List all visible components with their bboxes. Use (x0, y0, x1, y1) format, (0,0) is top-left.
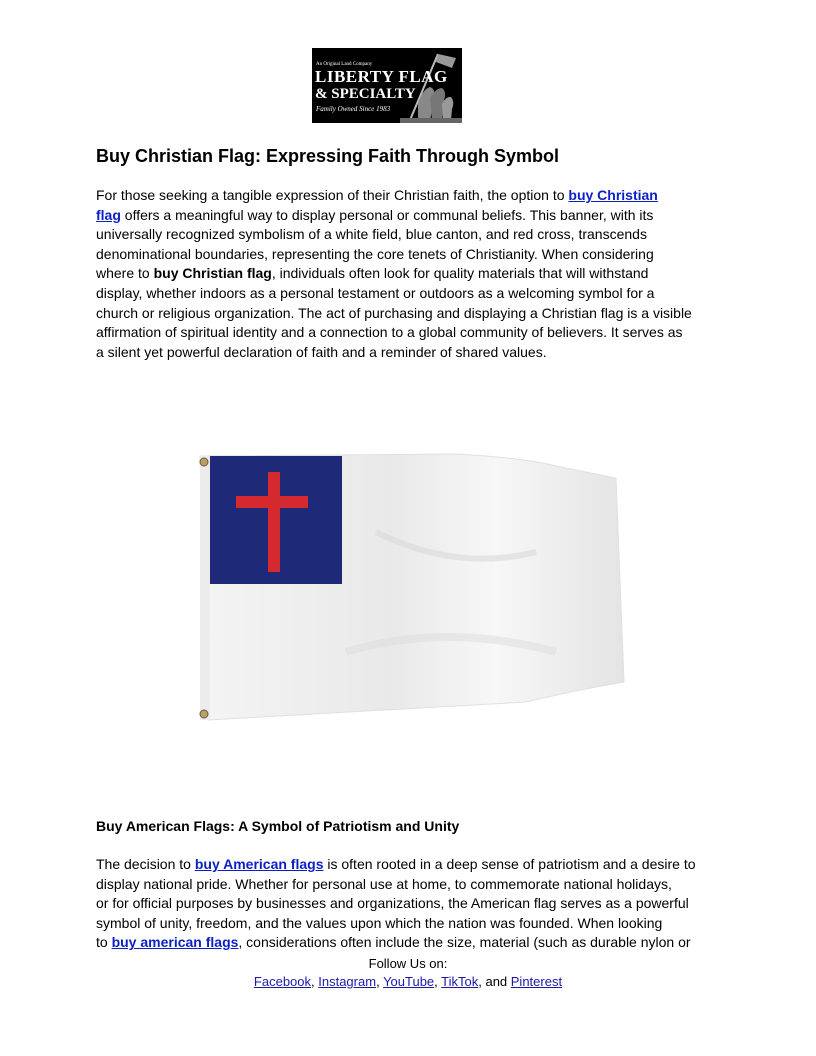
text: to (96, 934, 112, 951)
facebook-link[interactable]: Facebook (253, 974, 312, 989)
grommet-icon (200, 458, 208, 466)
pinterest-link[interactable]: Pinterest (510, 974, 563, 989)
text: where to (96, 265, 154, 282)
text: , individuals often look for quality materials that will withstand (271, 265, 649, 282)
text-line: symbol of unity, freedom, and the values upon which the nation was founded. When looking (96, 914, 663, 931)
logo-tagline: An Original Land Company (316, 62, 373, 67)
text: For those seeking a tangible expression of their Christian faith, the option to (96, 187, 569, 203)
text-line: affirmation of spiritual identity and a connection to a global community of believers. It serves as (96, 324, 683, 341)
text: , considerations often include the size, material (such as durable nylon or (238, 934, 691, 951)
text-line: display, whether indoors as a personal testament or outdoors as a welcoming symbol for a (96, 284, 655, 301)
red-cross-vertical (268, 472, 280, 572)
text-line: a silent yet powerful declaration of faith and a reminder of shared values. (96, 343, 547, 360)
bold-keyword: buy Christian flag (153, 265, 272, 282)
paragraph-christian-flag (96, 186, 728, 362)
youtube-link[interactable]: YouTube (383, 974, 435, 989)
red-cross-horizontal (236, 496, 308, 508)
separator-and: , and (478, 974, 511, 989)
footer-follow-label: Follow Us on: (368, 956, 448, 971)
text-line: or for official purposes by businesses and organizations, the American flag serves as a powerful (96, 895, 689, 912)
text-line: denominational boundaries, representing the core tenets of Christianity. When considering (96, 245, 654, 262)
paragraph-american-flags (96, 855, 728, 953)
text-line: universally recognized symbolism of a white field, blue canton, and red cross, transcends (96, 226, 647, 243)
section-title-christian-flag: Buy Christian Flag: Expressing Faith Through Symbol (96, 146, 560, 166)
text: is often rooted in a deep sense of patriotism and a desire to (323, 856, 696, 872)
text-line: display national pride. Whether for personal use at home, to commemorate national holidays, (96, 875, 672, 892)
footer-social-links (0, 974, 816, 989)
company-logo (312, 48, 462, 123)
buy-christian-flag-link[interactable]: buy Christian (568, 187, 658, 203)
separator: , (376, 974, 384, 989)
text-line (96, 186, 728, 206)
tiktok-link[interactable]: TikTok (441, 974, 479, 989)
separator: , (311, 974, 319, 989)
text: The decision to (96, 856, 195, 872)
christian-flag-image (196, 452, 636, 724)
buy-christian-flag-link-cont[interactable]: flag (96, 206, 121, 223)
logo-line-3: Family Owned Since 1983 (316, 105, 391, 113)
section-title-american-flags: Buy American Flags: A Symbol of Patriotism and Unity (96, 818, 460, 834)
text-line (96, 855, 728, 875)
grommet-icon (200, 710, 208, 718)
text-line (96, 264, 728, 284)
text: offers a meaningful way to display personal or communal beliefs. This banner, with its (120, 206, 654, 223)
text-line (96, 206, 728, 226)
logo-line-1: LIBERTY FLAG (315, 67, 448, 86)
instagram-link[interactable]: Instagram (318, 974, 377, 989)
buy-american-flags-link-2[interactable]: buy american flags (111, 934, 239, 951)
text-line: church or religious organization. The act of purchasing and displaying a Christian flag is a visible (96, 304, 692, 321)
text-line (96, 933, 728, 953)
separator: , (434, 974, 442, 989)
logo-line-2: & SPECIALTY (315, 86, 416, 102)
buy-american-flags-link[interactable]: buy American flags (194, 856, 324, 872)
